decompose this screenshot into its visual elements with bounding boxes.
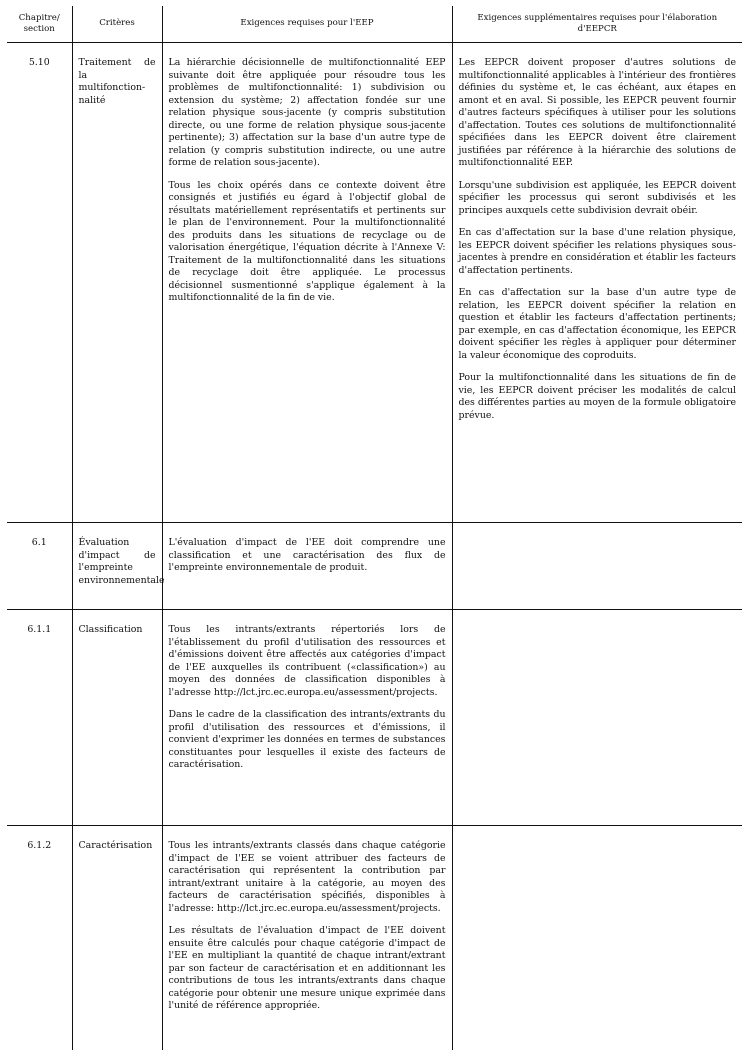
section-number: 6.1.1 bbox=[7, 610, 72, 826]
header-criteria: Critères bbox=[72, 6, 162, 43]
criterion-label: Caractérisation bbox=[72, 826, 162, 1050]
paragraph: Dans le cadre de la classification des intrants/extrants du profil d'utilisation des ressources et d'émissions, il convient d'exprimer les données en termes de substances constituantes pour lesquelles il existe des facteurs de caractérisation. bbox=[169, 709, 446, 772]
eep-requirement-cell bbox=[162, 610, 452, 826]
eep-requirement-cell bbox=[162, 523, 452, 610]
eepcr-requirement-cell bbox=[452, 43, 742, 523]
criterion-label: Évaluation d'impact de l'empreinte environnementale bbox=[72, 523, 162, 610]
paragraph: En cas d'affectation sur la base d'un autre type de relation, les EEPCR doivent spécifier la relation en question et établir les facteurs d'affectation pertinents; par exemple, en cas d'affectation économique, les EEPCR doivent spécifier les règles à appliquer pour déterminer la valeur économique des coproduits. bbox=[459, 287, 737, 362]
table-row bbox=[7, 610, 742, 826]
eepcr-requirement-cell bbox=[452, 523, 742, 610]
section-number: 5.10 bbox=[7, 43, 72, 523]
table-row bbox=[7, 826, 742, 1050]
paragraph: La hiérarchie décisionnelle de multifonctionnalité EEP suivante doit être appliquée pour résoudre tous les problèmes de multifonctionnalité: 1) subdivision ou extension du système; 2) affectation fondée sur une relation physique sous-jacente (y compris substitution directe, ou une forme de relation physique sous-jacente pertinente); 3) affectation sur la base d'un autre type de relation (y compris substitution indirecte, ou une autre forme de relation sous-jacente). bbox=[169, 57, 446, 170]
paragraph: Les résultats de l'évaluation d'impact de l'EE doivent ensuite être calculés pour chaque catégorie d'impact de l'EE en multipliant la quantité de chaque intrant/extrant par son facteur de caractérisation et en additionnant les contributions de tous les intrants/extrants dans chaque catégorie pour obtenir une mesure unique exprimée dans l'unité de référence appropriée. bbox=[169, 925, 446, 1013]
eepcr-requirement-cell bbox=[452, 826, 742, 1050]
eep-requirement-cell bbox=[162, 826, 452, 1050]
eep-requirement-cell bbox=[162, 43, 452, 523]
paragraph: Tous les choix opérés dans ce contexte doivent être consignés et justifiés eu égard à l'objectif global de résultats matériellement représentatifs et pertinents sur le plan de l'environnement. Pour la multifonctionnalité des produits dans les situations de recyclage ou de valorisation énergétique, l'équation décrite à l'Annexe V: Traitement de la multifonctionnalité dans les situations de recyclage doit être appliquée. Le processus décisionnel susmentionné s'applique également à la multifonctionnalité de la fin de vie. bbox=[169, 180, 446, 305]
eepcr-requirement-cell bbox=[452, 610, 742, 826]
section-number: 6.1 bbox=[7, 523, 72, 610]
paragraph: Les EEPCR doivent proposer d'autres solutions de multifonctionnalité applicables à l'intérieur des frontières définies du système et, le cas échéant, aux étapes en amont et en aval. Si possible, les EEPCR peuvent fournir d'autres facteurs spécifiques à utiliser pour les solutions d'affectation. Toutes ces solutions de multifonctionnalité spécifiées dans les EEPCR doivent être clairement justifiées par référence à la hiérarchie des solutions de multifonctionnalité EEP. bbox=[459, 57, 737, 170]
paragraph: Lorsqu'une subdivision est appliquée, les EEPCR doivent spécifier les processus qui seront subdivisés et les principes auxquels cette subdivision devrait obéir. bbox=[459, 180, 737, 218]
criterion-label: Traitement de la multifonctionnalité bbox=[72, 43, 162, 523]
paragraph: Tous les intrants/extrants répertoriés lors de l'établissement du profil d'utilisation des ressources et d'émissions doivent être affectés aux catégories d'impact de l'EE auxquelles ils contribuent («classification») au moyen des données de classification disponibles à l'adresse http://lct.jrc.ec.europa.eu/assessment/projects. bbox=[169, 624, 446, 699]
table-header-row bbox=[7, 6, 742, 43]
header-eep-requirements: Exigences requises pour l'EEP bbox=[162, 6, 452, 43]
paragraph: L'évaluation d'impact de l'EE doit comprendre une classification et une caractérisation des flux de l'empreinte environnementale de produit. bbox=[169, 537, 446, 575]
header-eepcr-requirements: Exigences supplémentaires requises pour l'élaboration d'EEPCR bbox=[452, 6, 742, 43]
header-chapter: Chapitre/ section bbox=[7, 6, 72, 43]
table-row bbox=[7, 523, 742, 610]
document-page bbox=[7, 6, 742, 1050]
requirements-table bbox=[7, 6, 742, 1050]
table-row bbox=[7, 43, 742, 523]
paragraph: En cas d'affectation sur la base d'une relation physique, les EEPCR doivent spécifier les relations physiques sous-jacentes à prendre en considération et établir les facteurs d'affectation pertinents. bbox=[459, 227, 737, 277]
section-number: 6.1.2 bbox=[7, 826, 72, 1050]
criterion-label: Classification bbox=[72, 610, 162, 826]
paragraph: Tous les intrants/extrants classés dans chaque catégorie d'impact de l'EE se voient attribuer des facteurs de caractérisation qui représentent la contribution par intrant/extrant unitaire à la catégorie, au moyen des facteurs de caractérisation spécifiés, disponibles à l'adresse: http://lct.jrc.ec.europa.eu/assessment/projects. bbox=[169, 840, 446, 915]
paragraph: Pour la multifonctionnalité dans les situations de fin de vie, les EEPCR doivent préciser les modalités de calcul des différentes parties au moyen de la formule obligatoire prévue. bbox=[459, 372, 737, 422]
